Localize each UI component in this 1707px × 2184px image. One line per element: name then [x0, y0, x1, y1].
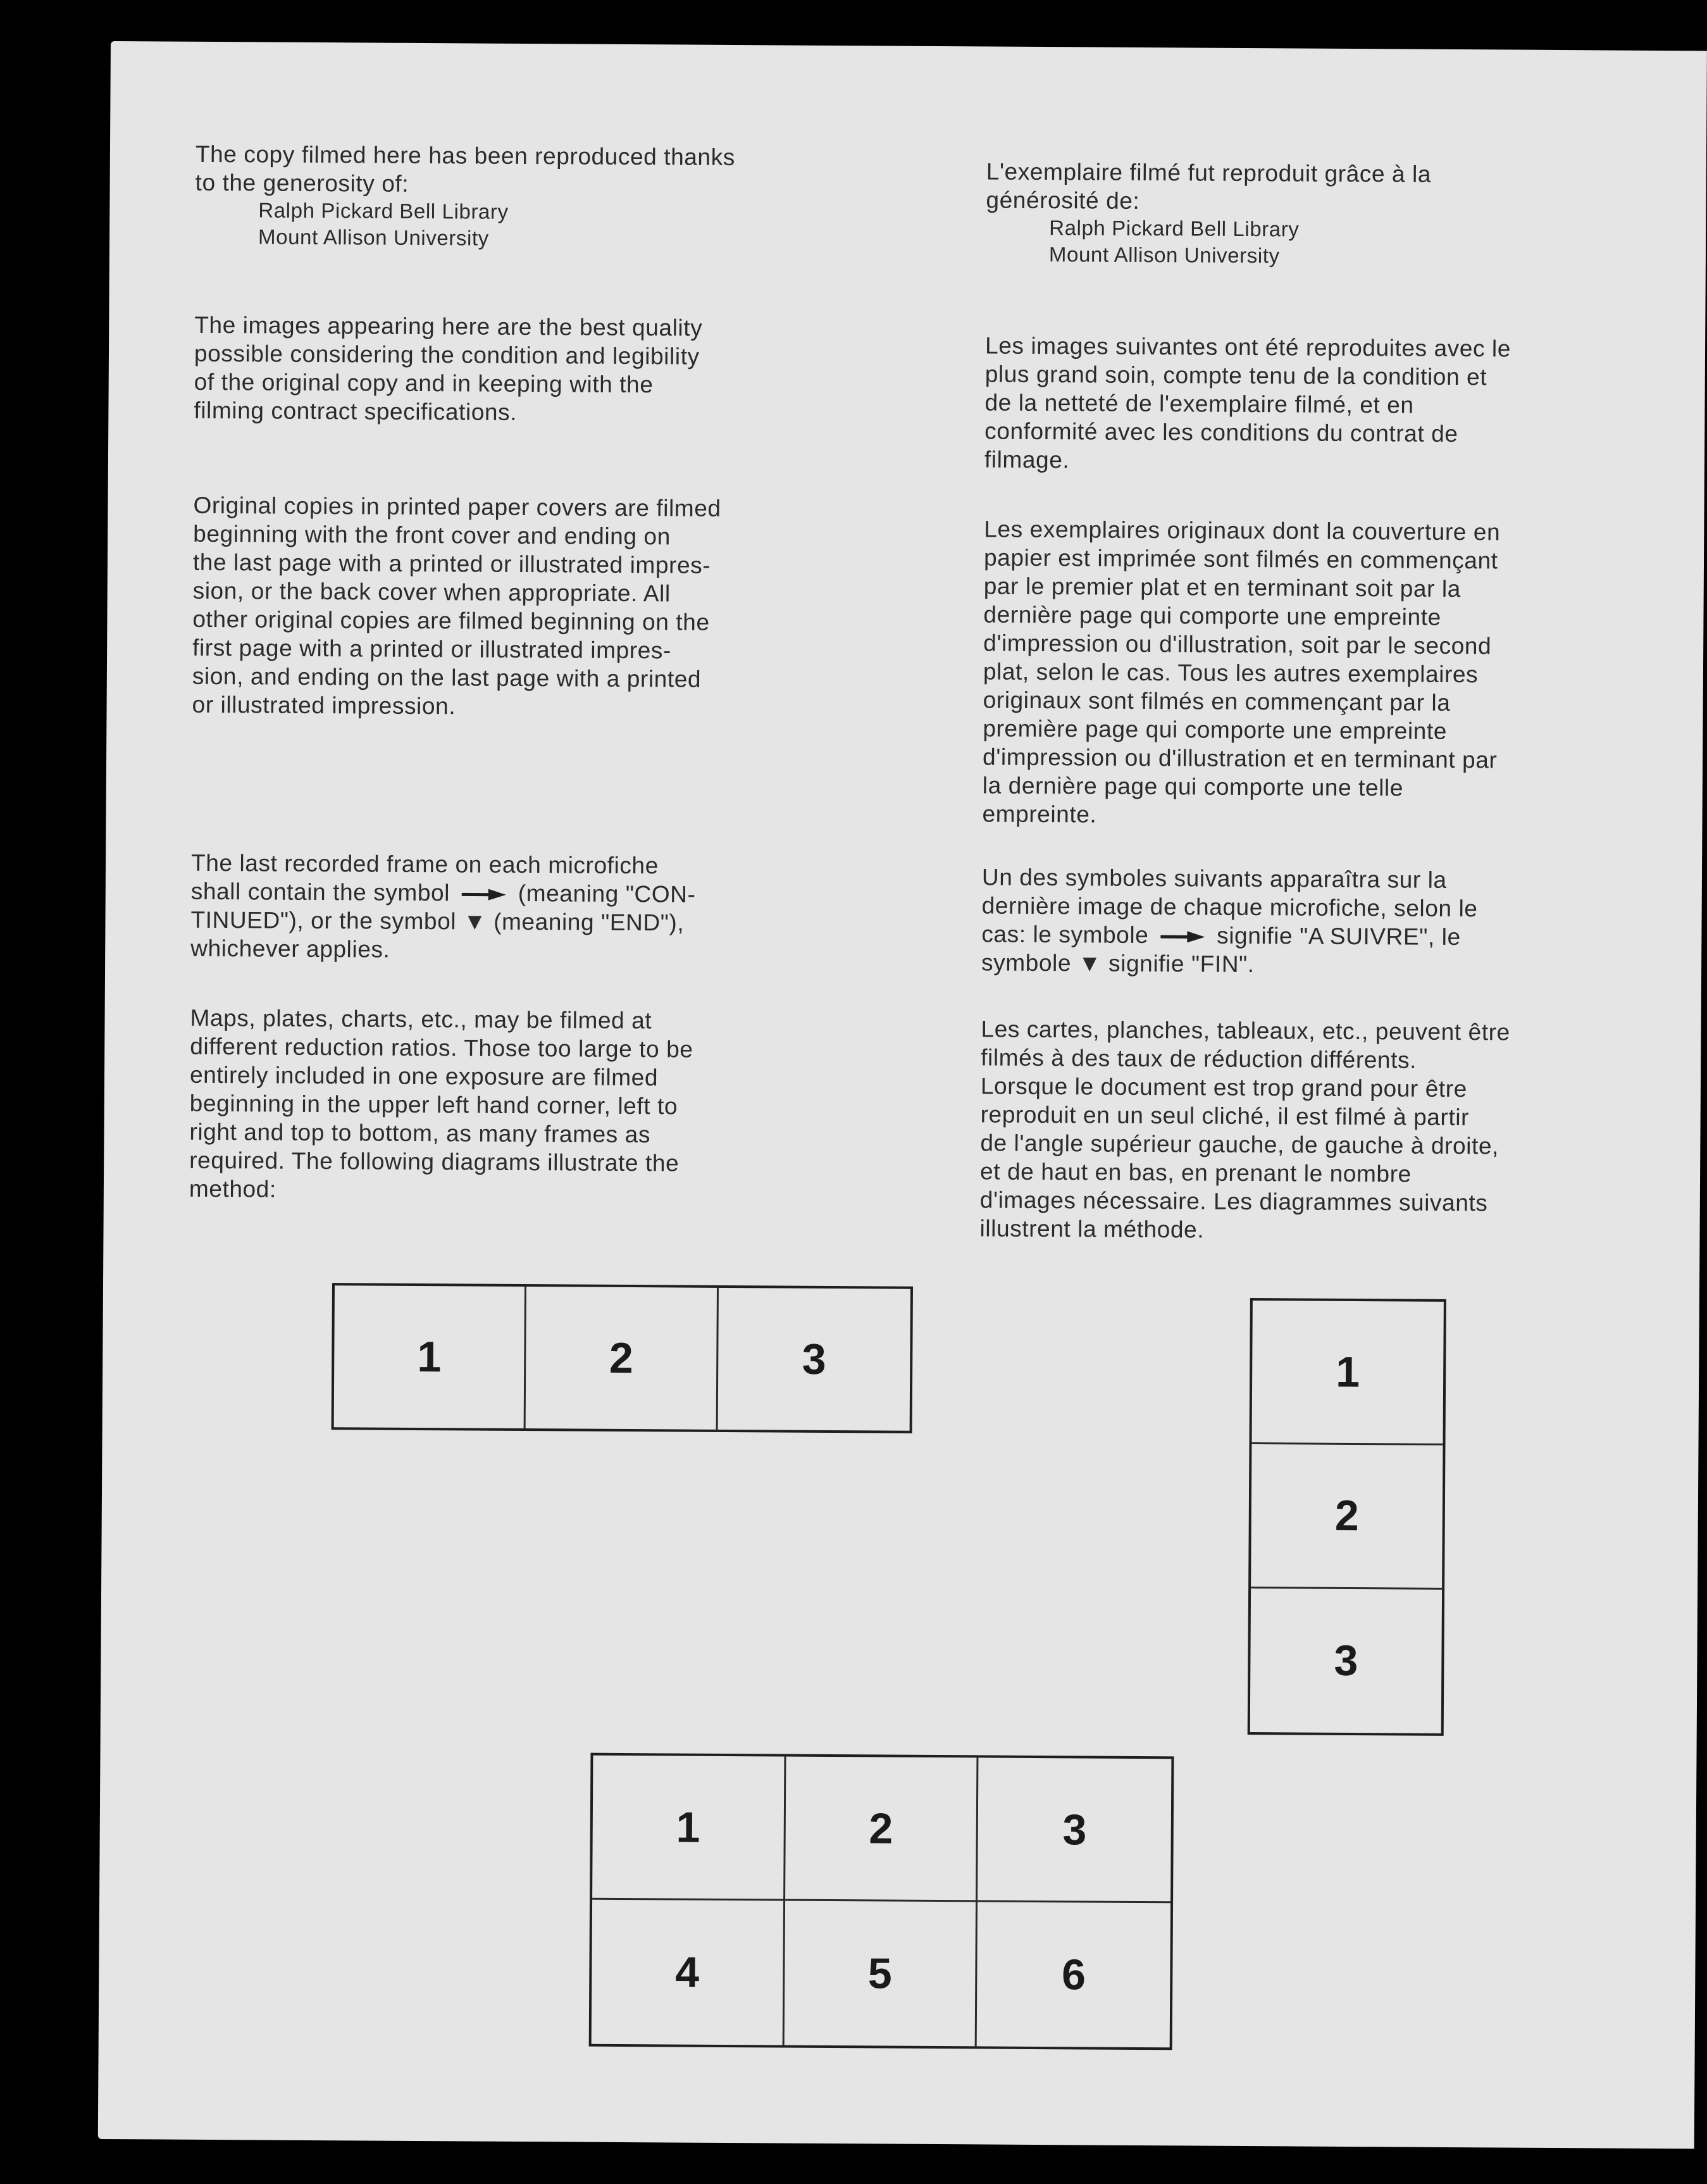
text-line: par le premier plat et en terminant soit par la [983, 573, 1462, 602]
grid-frames-diagram [589, 1753, 1174, 2050]
text-line: filmés à des taux de réduction différents. [981, 1044, 1417, 1073]
text-line: de la netteté de l'exemplaire filmé, et en [984, 389, 1414, 418]
text-line: The images appearing here are the best quality [194, 311, 703, 341]
frame-cell: 6 [1061, 1950, 1086, 1999]
text-line: Les exemplaires originaux dont la couverture en [984, 516, 1501, 546]
french-library-university: Mount Allison University [1048, 242, 1280, 268]
text-fragment: (meaning "END"), [493, 908, 685, 936]
text-line: Lorsque le document est trop grand pour être [980, 1073, 1467, 1102]
text-fragment: TINUED"), or the symbol [190, 906, 457, 935]
french-maps-paragraph [979, 1014, 1696, 1247]
text-line [190, 906, 981, 939]
text-line: Les images suivantes ont été reproduites avec le [984, 332, 1511, 362]
text-line: or illustrated impression. [192, 691, 456, 720]
frame-cell: 2 [1251, 1444, 1443, 1589]
text-line: plat, selon le cas. Tous les autres exemplaires [983, 658, 1479, 688]
frame-cell: 1 [1251, 1301, 1443, 1445]
text-line: of the original copy and in keeping with the [194, 368, 654, 398]
english-symbols-paragraph [190, 849, 982, 968]
horizontal-frames-diagram [332, 1283, 913, 1433]
continued-arrow-icon [461, 889, 507, 901]
frame-cell: 5 [784, 1901, 978, 2047]
french-library-name: Ralph Pickard Bell Library [1049, 216, 1300, 241]
text-line: dernière image de chaque microfiche, selon le [981, 892, 1478, 922]
text-line: the last page with a printed or illustrated impres- [192, 549, 711, 578]
text-line: d'impression ou d'illustration et en terminant par [982, 744, 1498, 773]
text-line: first page with a printed or illustrated impres- [192, 634, 672, 664]
french-intro-line: générosité de: [986, 187, 1140, 214]
text-line: Un des symboles suivants apparaîtra sur la [981, 864, 1447, 893]
end-triangle-icon: ▼ [462, 908, 487, 935]
text-line: papier est imprimée sont filmés en commençant [983, 544, 1498, 574]
text-line [981, 948, 1696, 981]
text-line: beginning in the upper left hand corner, left to [189, 1090, 678, 1120]
text-line: The last recorded frame on each microfiche [190, 849, 659, 879]
text-fragment: (meaning "CON- [518, 880, 696, 908]
frame-cell: 4 [592, 1900, 785, 2045]
text-line: conformité avec les conditions du contrat de [984, 418, 1458, 447]
frame-cell: 1 [334, 1285, 527, 1428]
text-line: entirely included in one exposure are filmed [189, 1061, 659, 1091]
text-fragment: signifie "A SUIVRE", le [1217, 922, 1461, 951]
text-line: other original copies are filmed beginning on the [192, 606, 710, 635]
english-maps-paragraph [189, 1004, 981, 1208]
frame-cell: 3 [1334, 1637, 1358, 1685]
english-intro-line: The copy filmed here has been reproduced thanks [195, 140, 736, 171]
text-line: sion, and ending on the last page with a printed [192, 663, 702, 692]
text-line: illustrent la méthode. [979, 1215, 1205, 1243]
text-line: Original copies in printed paper covers are filmed [193, 492, 721, 521]
french-intro [986, 157, 1701, 271]
french-intro-line: L'exemplaire filmé fut reproduit grâce à la [986, 158, 1432, 187]
text-line: de l'angle supérieur gauche, de gauche à droite, [980, 1130, 1499, 1159]
text-line: whichever applies. [190, 935, 390, 963]
text-line: required. The following diagrams illustrate the [189, 1147, 680, 1176]
text-line: method: [189, 1175, 276, 1202]
vertical-frames-diagram [1248, 1298, 1446, 1736]
text-line: different reduction ratios. Those too large to be [190, 1033, 693, 1063]
english-library-name: Ralph Pickard Bell Library [258, 198, 509, 223]
text-fragment: cas: le symbole [981, 921, 1149, 949]
text-line: reproduit en un seul cliché, il est filmé à partir [980, 1101, 1470, 1131]
text-line: Les cartes, planches, tableaux, etc., peuvent être [981, 1016, 1510, 1045]
english-originals-paragraph [192, 491, 984, 724]
text-fragment: shall contain the symbol [190, 878, 450, 906]
english-intro [195, 140, 986, 255]
text-line: d'impression ou d'illustration, soit par le second [983, 630, 1492, 659]
document-page [98, 41, 1707, 2149]
text-line: dernière page qui comporte une empreinte [983, 601, 1441, 630]
text-fragment: symbole [981, 949, 1072, 977]
text-line [981, 920, 1696, 952]
frame-cell: 2 [785, 1757, 979, 1902]
french-quality-paragraph [984, 331, 1700, 478]
english-library-university: Mount Allison University [258, 225, 489, 250]
frame-cell: 1 [592, 1756, 786, 1901]
text-line: la dernière page qui comporte une telle [982, 772, 1404, 801]
text-line: sion, or the back cover when appropriate. All [192, 577, 671, 607]
french-originals-paragraph [982, 515, 1699, 832]
text-line [191, 877, 982, 911]
text-line: et de haut en bas, en prenant le nombre [979, 1158, 1412, 1187]
english-quality-paragraph [194, 311, 985, 430]
text-line: plus grand soin, compte tenu de la condition et [984, 361, 1487, 390]
english-intro-line: to the generosity of: [195, 169, 409, 197]
text-line: d'images nécessaire. Les diagrammes suivants [979, 1187, 1488, 1216]
text-line: possible considering the condition and legibility [194, 340, 700, 370]
fin-triangle-icon: ▼ [1077, 950, 1102, 977]
french-column [979, 46, 1702, 1243]
frame-cell: 3 [978, 1757, 1171, 1903]
text-fragment: signifie "FIN". [1108, 950, 1255, 978]
english-column [189, 42, 987, 1202]
frame-cell: 3 [802, 1335, 826, 1383]
text-line: originaux sont filmés en commençant par la [983, 687, 1451, 716]
text-line: empreinte. [982, 801, 1097, 828]
text-line: Maps, plates, charts, etc., may be filmed at [190, 1004, 652, 1034]
frame-cell: 2 [526, 1287, 719, 1430]
text-line: right and top to bottom, as many frames as [189, 1118, 651, 1148]
text-line: filming contract specifications. [194, 397, 518, 425]
text-line: beginning with the front cover and ending on [193, 520, 671, 550]
text-line: première page qui comporte une empreinte [983, 715, 1448, 744]
a-suivre-arrow-icon [1159, 930, 1206, 943]
text-line: filmage. [984, 446, 1070, 473]
french-symbols-paragraph [981, 863, 1697, 981]
